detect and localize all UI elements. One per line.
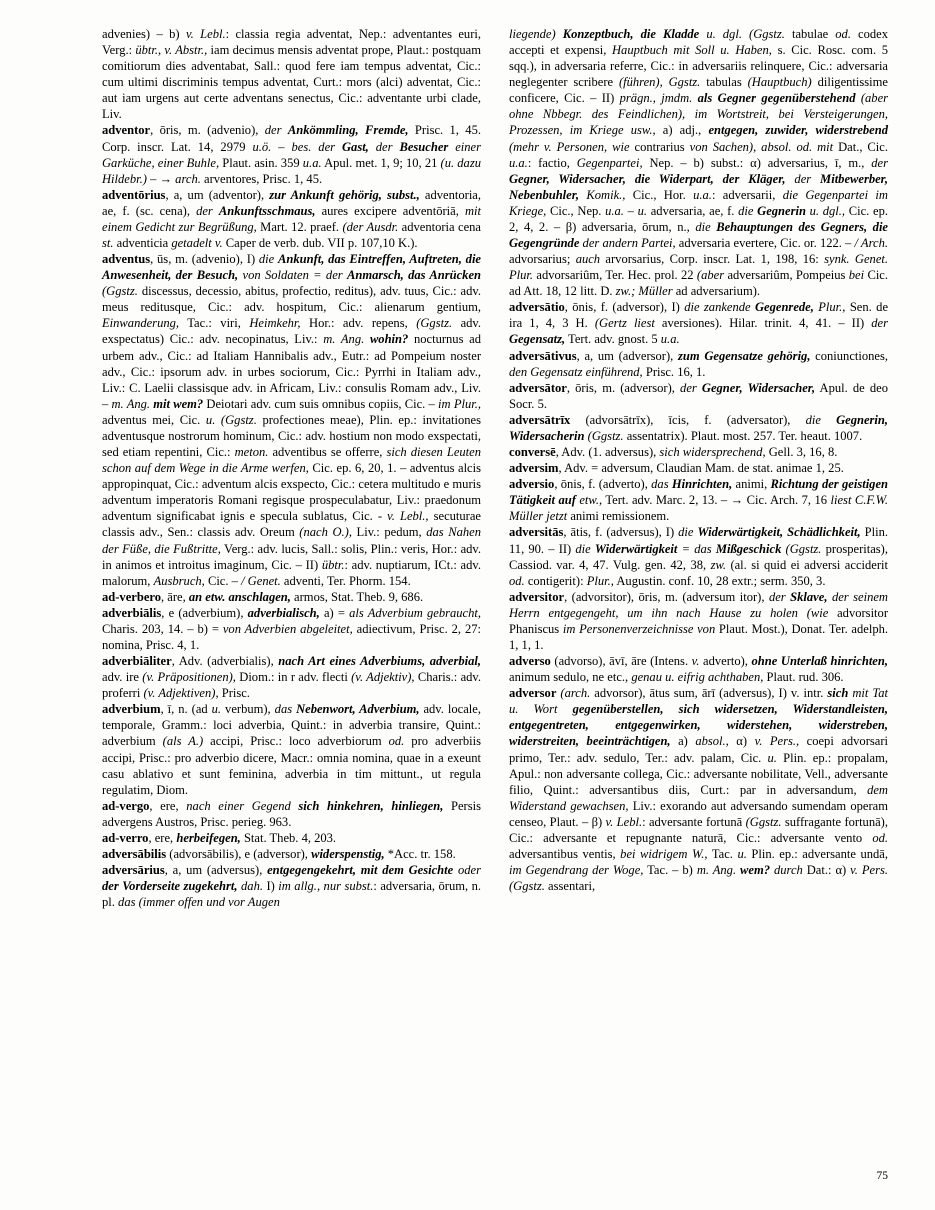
dictionary-entry: adventus, ūs, m. (advenio), I) die Ankunft, das Eintreffen, Auftreten, die Anwesenheit, der Besuch, von Soldaten = der Anmarsch, das Anrücken (Ggstz. discessus, decessio, abitus, profectio, reditus), adv. tuus, Cic.: adv. meus reditusque, Cic.: adv. hospitum, Cic.: alienarum gentium, Einwanderung, Tac.: viri, Heimkehr, Hor.: adv. repens, (Ggstz. adv. exspectatus) Cic.: adv. necopinatus, Liv.: m. Ang. wohin? nocturnus ad urbem adv., Cic.: ad Italiam Hannibalis adv., Eutr.: ad Pompeium noster adv., Cic.: ipsorum adv. in urbes sociorum, Cic.: Pyrrhi in Italiam adv., Liv.: C. Laelii classisque adv. in Africam, Liv.: consulis Romam adv., Liv. – m. Ang. mit wem? Deiotari adv. cum suis omnibus copiis, Cic. – im Plur., adventus mei, Cic. u. (Ggstz. profectiones meae), Plin. ep.: invitationes adventusque nostrorum hominum, Cic.: adv. hostium non modo exspectati, sed etiam repentini, Cic.: meton. adventibus se offerre, sich diesen Leuten schon auf dem Wege in die Arme werfen, Cic. ep. 6, 20, 1. – adventus alcis appropinquat, Cic.: adventum alcis exspecto, Cic.: cetera multitudo e muris adventum imperatoris Romani regisque prospeculabatur, Liv.: praedonum adventum significabat ignis e specula sublatus, Cic. - v. Lebl., secuturae classis adv., Sen.: classis adv. Oreum (nach O.), Liv.: pedum, das Nahen der Füße, die Fußtritte, Verg.: adv. lucis, Sall.: solis, Plin.: veris, Hor.: adv. in animos et introitus imaginum, Cic. – II) übtr.: adv. nuptiarum, ICt.: adv. malorum, Ausbruch, Cic. – / Genet. adventi, Ter. Phorm. 154. xyxy=(102,252,482,588)
dictionary-entry: adversātrīx (advorsātrīx), īcis, f. (adversator), die Gegnerin, Widersacherin (Ggstz. assentatrix). Plaut. most. 257. Ter. heaut. 1007. xyxy=(509,412,888,443)
right-column xyxy=(509,26,888,1146)
dictionary-entry: adversātio, ōnis, f. (adversor), I) die zankende Gegenrede, Plur., Sen. de ira 1, 4, 3 H. (Gertz liest aversiones). Hilar. trinit. 4, 41. – II) der Gegensatz, Tert. adv. gnost. 5 u.a. xyxy=(509,300,889,347)
dictionary-entry: adversātivus, a, um (adversor), zum Gegensatze gehörig, coniunctiones, den Gegensatz einführend, Prisc. 16, 1. xyxy=(509,348,888,379)
dictionary-entry: advenies) – b) v. Lebl.: classia regia adventat, Nep.: adventantes euri, Verg.: übtr., v. Abstr., iam decimus mensis adventat prope, Plaut.: postquam comitiorum dies adventabat, Sall.: quod fere iam tempus adventat, Cic.: cum ultimi discriminis tempus adventat, Curt.: mors (alci) adventat, Cic.: aut iam urgens aut certe adventans senectus, Cic.: adventante urbi clade, Liv. xyxy=(102,27,482,122)
dictionary-entry: ad-verro, ere, herbeifegen, Stat. Theb. 4, 203. xyxy=(102,830,337,845)
dictionary-entry: adversābilis (advorsābilis), e (adversor), widerspenstig, *Acc. tr. 158. xyxy=(102,846,456,861)
dictionary-entry: adversātor, ōris, m. (adversor), der Gegner, Widersacher, Apul. de deo Socr. 5. xyxy=(509,380,888,411)
dictionary-entry: liegende) Konzeptbuch, die Kladde u. dgl. (Ggstz. tabulae od. codex accepti et expensi, Hauptbuch mit Soll u. Haben, s. Cic. Rosc. com. 5 sqq.), in adversaria referre, Cic.: in adversariis relinquere, Cic.: adversaria neglegenter scribere (führen), Ggstz. tabulas (Hauptbuch) diligentissime conficere, Cic. – II) prägn., jmdm. als Gegner gegenüberstehend (aber ohne Nbbegr. des Feindlichen), im Wortstreit, bei Versteigerungen, Prozessen, im Kriege usw., a) adj., entgegen, zuwider, widerstrebend (mehr v. Personen, wie contrarius von Sachen), absol. od. mit Dat., Cic. u.a.: factio, Gegenpartei, Nep. – b) subst.: α) adversarius, ī, m., der Gegner, Widersacher, die Widerpart, der Kläger, der Mitbewerber, Nebenbuhler, Komik., Cic., Hor. u.a.: adversarii, die Gegenpartei im Kriege, Cic., Nep. u.a. – u. adversaria, ae, f. die Gegnerin u. dgl., Cic. ep. 2, 4, 2. – β) adversaria, ōrum, n., die Behauptungen des Gegners, die Gegengründe der andern Partei, adversaria evertere, Cic. or. 122. – / Arch. advorsarius; auch arvorsarius, Corp. inscr. Lat. 1, 198, 16: synk. Genet. Plur. advorsariûm, Ter. Hec. prol. 22 (aber adversariûm, Pompeius bei Cic. ad Att. 18, 12 litt. D. zw.; Müller ad adversarium). xyxy=(509,27,889,299)
dictionary-entry: adversio, ōnis, f. (adverto), das Hinrichten, animi, Richtung der geistigen Tätigkeit auf etw., Tert. adv. Marc. 2, 13. – → Cic. Arch. 7, 16 liest C.F.W. Müller jetzt animi remissionem. xyxy=(509,477,889,524)
page-columns xyxy=(102,26,888,1146)
dictionary-entry: adversārius, a, um (adversus), entgegengekehrt, mit dem Gesichte oder der Vorderseite zugekehrt, dah. I) im allg., nur subst.: adversaria, ōrum, n. pl. das (immer offen und vor Augen xyxy=(102,863,481,910)
dictionary-entry: adverbiāliter, Adv. (adverbialis), nach Art eines Adverbiums, adverbial, adv. ire (v. Präpositionen), Diom.: in r adv. flecti (v. Adjektiv), Charis.: adv. proferri (v. Adjektiven), Prisc. xyxy=(102,654,482,701)
dictionary-entry: adversitor, (advorsitor), ōris, m. (adversum itor), der Sklave, der seinem Herrn entgegengeht, um ihn nach Hause zu holen (wie advorsitor Phaniscus im Personenverzeichnisse von Plaut. Most.), Donat. Ter. adelph. 1, 1, 1. xyxy=(509,589,889,652)
dictionary-entry: adventōrius, a, um (adventor), zur Ankunft gehörig, subst., adventoria, ae, f. (sc. cena), der Ankunftsschmaus, aures excipere adventōriā, mit einem Gedicht zur Begrüßung, Mart. 12. praef. (der Ausdr. adventoria cena st. adventicia getadelt v. Caper de verb. dub. VII p. 107,10 K.). xyxy=(102,187,482,251)
dictionary-entry: adverbiālis, e (adverbium), adverbialisch, a) = als Adverbium gebraucht, Charis. 203, 14. – b) = von Adverbien abgeleitet, adiectivum, Prisc. 2, 27: nomina, Prisc. 4, 1. xyxy=(102,605,481,652)
dictionary-entry: adversim, Adv. = adversum, Claudian Mam. de stat. animae 1, 25. xyxy=(509,461,844,476)
dictionary-entry: ad-vergo, ere, nach einer Gegend sich hinkehren, hinliegen, Persis advergens Austros, Prisc. perieg. 963. xyxy=(102,798,481,829)
dictionary-entry: adventor, ōris, m. (advenio), der Ankömmling, Fremde, Prisc. 1, 45. Corp. inscr. Lat. 14, 2979 u.ö. – bes. der Gast, der Besucher einer Garküche, einer Buhle, Plaut. asin. 359 u.a. Apul. met. 1, 9; 10, 21 (u. dazu Hildebr.) – → arch. arventores, Prisc. 1, 45. xyxy=(102,123,482,186)
dictionary-entry: ad-verbero, āre, an etw. anschlagen, armos, Stat. Theb. 9, 686. xyxy=(102,589,424,604)
left-column xyxy=(102,26,481,1146)
page-number: 75 xyxy=(876,1170,888,1182)
dictionary-entry: adverso (advorso), āvī, āre (Intens. v. adverto), ohne Unterlaß hinrichten, animum sedulo, ne etc., genau u. eifrig achthaben, Plaut. rud. 306. xyxy=(509,654,888,685)
dictionary-entry: adversitās, ātis, f. (adversus), I) die Widerwärtigkeit, Schädlichkeit, Plin. 11, 90. – II) die Widerwärtigkeit = das Mißgeschick (Ggstz. prosperitas), Cassiod. var. 4, 47. Vulg. gen. 42, 38, zw. (al. si quid ei adversi acciderit od. contigerit): Plur., Augustin. conf. 10, 28 extr.; serm. 350, 3. xyxy=(509,525,888,588)
dictionary-entry: conversē, Adv. (1. adversus), sich widersprechend, Gell. 3, 16, 8. xyxy=(509,445,838,460)
dictionary-entry: adverbium, ī, n. (ad u. verbum), das Nebenwort, Adverbium, adv. locale, temporale, Gramm.: loci adverbia, Quint.: in adverbia transire, Quint.: adverbium (als A.) accipi, Prisc.: loco adverbiorum od. pro adverbiis accipi, Prisc.: pro adverbio dicere, Macr.: omnia nomina, quae in a exeunt casu ablativo et sunt feminina, adverbia in tim mittunt., ut regula regulatim, Diom. xyxy=(102,702,481,797)
dictionary-entry: adversor (arch. advorsor), ātus sum, ārī (adversus), I) v. intr. sich mit Tat u. Wort gegenüberstellen, sich widersetzen, Widerstandleisten, entgegentreten, entgegenwirken, widerstehen, widerstreben, widerstreiten, beeinträchtigen, a) absol., α) v. Pers., coepi advorsari primo, Ter.: adv. sedulo, Ter.: adv. palam, Cic. u. Plin. ep.: propalam, Apul.: non adversante collega, Cic.: adversante nobilitate, Vell., adversante filio, Quint.: adversantibus diis, Curt.: par in adversandum, dem Widerstand gewachsen, Liv.: exorando aut adversando sumendam operam censeo, Plaut. – β) v. Lebl.: adversante fortunā (Ggstz. suffragante fortunā), Cic.: adversante et repugnante naturā, Cic.: adversante vento od. adversantibus ventis, bei widrigem W., Tac. u. Plin. ep.: adversante undā, im Gegendrang der Woge, Tac. – b) m. Ang. wem? durch Dat.: α) v. Pers. (Ggstz. assentari, xyxy=(509,686,889,894)
